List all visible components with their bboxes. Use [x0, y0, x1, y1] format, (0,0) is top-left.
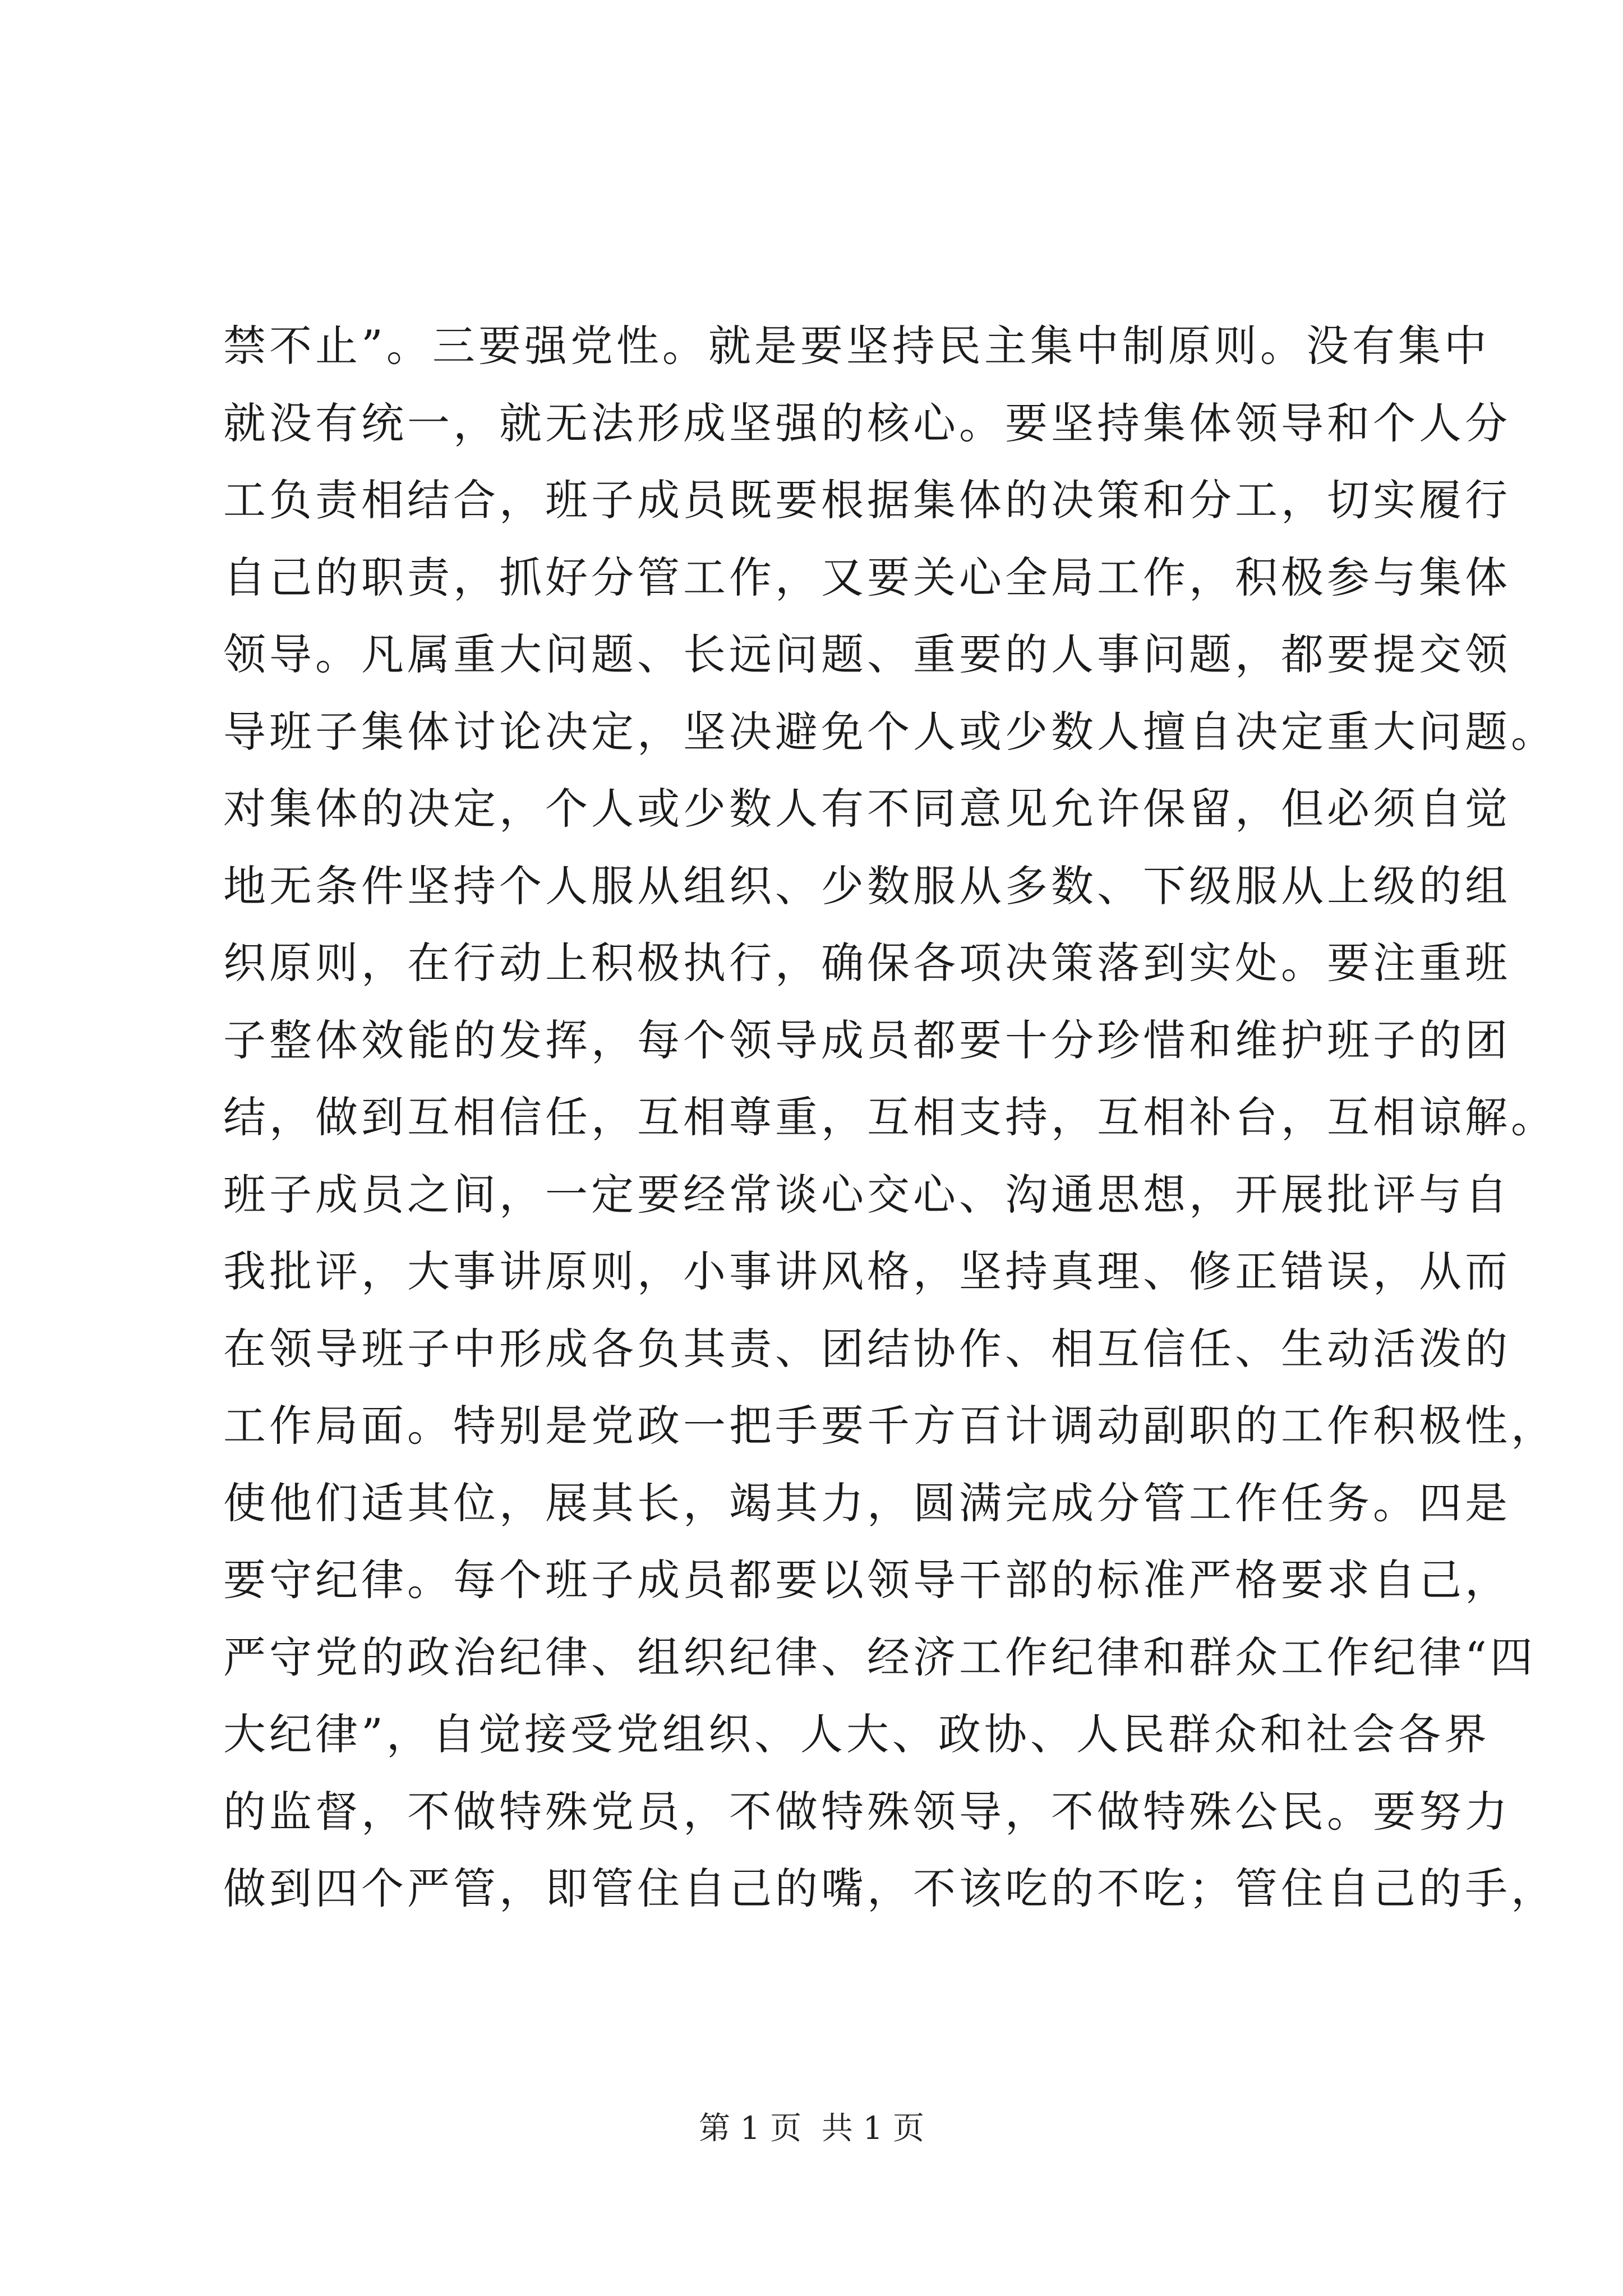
text-line: 工作局面。特别是党政一把手要千方百计调动副职的工作积极性， [223, 1401, 1557, 1451]
text-line: 工负责相结合，班子成员既要根据集体的决策和分工，切实履行 [223, 475, 1511, 525]
text-line: 领导。凡属重大问题、长远问题、重要的人事问题，都要提交领 [223, 629, 1511, 679]
text-line: 结，做到互相信任，互相尊重，互相支持，互相补台，互相谅解。 [223, 1092, 1557, 1142]
text-line: 在领导班子中形成各负其责、团结协作、相互信任、生动活泼的 [223, 1323, 1511, 1374]
text-line: 织原则，在行动上积极执行，确保各项决策落到实处。要注重班 [223, 938, 1511, 988]
text-line: 大纪律”，自觉接受党组织、人大、政协、人民群众和社会各界 [223, 1709, 1490, 1759]
text-line: 要守纪律。每个班子成员都要以领导干部的标准严格要求自己， [223, 1555, 1511, 1605]
text-line: 导班子集体讨论决定，坚决避免个人或少数人擅自决定重大问题。 [223, 706, 1557, 757]
text-line: 就没有统一，就无法形成坚强的核心。要坚持集体领导和个人分 [223, 398, 1511, 448]
text-line: 使他们适其位，展其长，竭其力，圆满完成分管工作任务。四是 [223, 1478, 1511, 1528]
text-line: 禁不止”。三要强党性。就是要坚持民主集中制原则。没有集中 [223, 321, 1490, 371]
text-line: 子整体效能的发挥，每个领导成员都要十分珍惜和维护班子的团 [223, 1015, 1511, 1065]
text-line: 我批评，大事讲原则，小事讲风格，坚持真理、修正错误，从而 [223, 1246, 1511, 1296]
body-text [223, 307, 1557, 1927]
text-line: 的监督，不做特殊党员，不做特殊领导，不做特殊公民。要努力 [223, 1786, 1511, 1837]
text-line: 班子成员之间，一定要经常谈心交心、沟通思想，开展批评与自 [223, 1169, 1511, 1220]
text-line: 自己的职责，抓好分管工作，又要关心全局工作，积极参与集体 [223, 552, 1511, 602]
text-line: 严守党的政治纪律、组织纪律、经济工作纪律和群众工作纪律“四 [223, 1632, 1536, 1682]
text-line: 对集体的决定，个人或少数人有不同意见允许保留，但必须自觉 [223, 784, 1511, 834]
page-number-footer: 第 1 页 共 1 页 [698, 2110, 925, 2147]
text-line: 地无条件坚持个人服从组织、少数服从多数、下级服从上级的组 [223, 861, 1511, 911]
text-line: 做到四个严管，即管住自己的嘴，不该吃的不吃；管住自己的手， [223, 1864, 1557, 1913]
